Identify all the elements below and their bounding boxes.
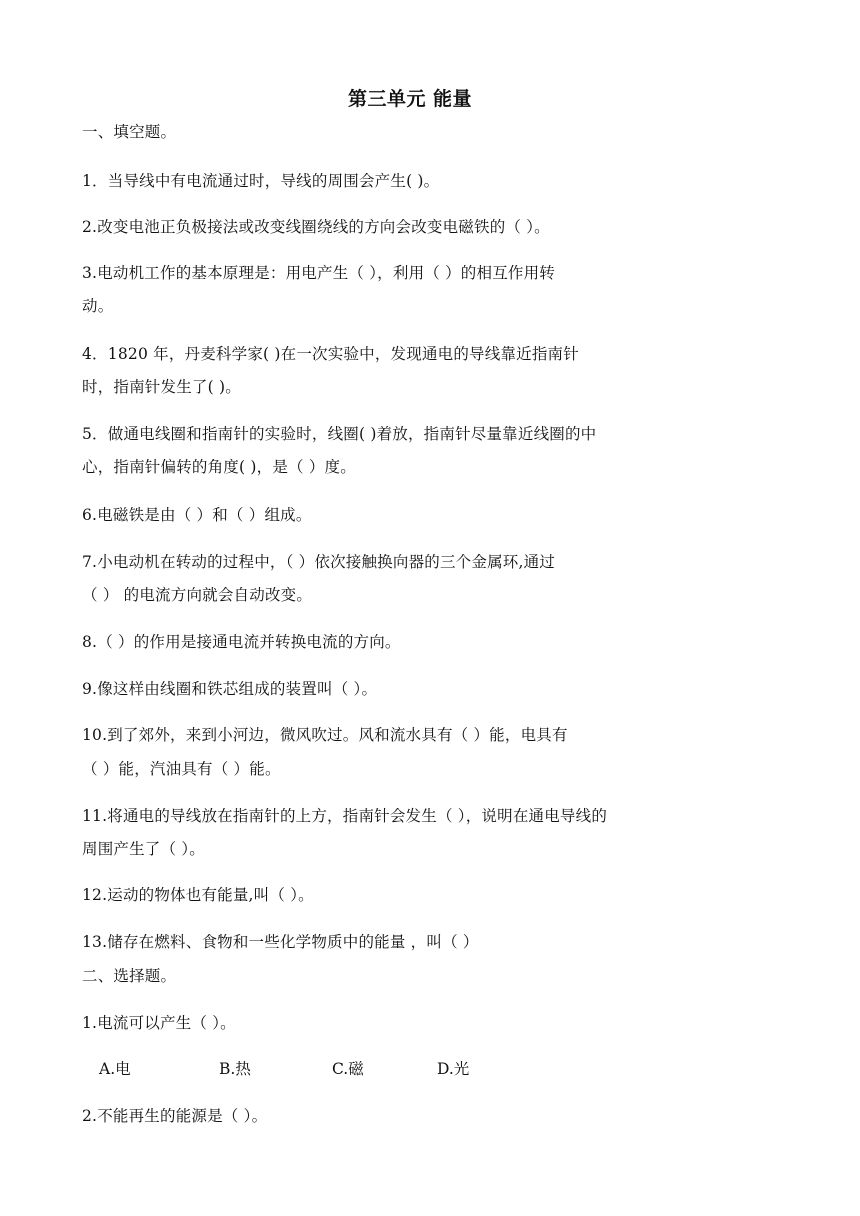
choice-option-c: C.磁 (332, 1060, 364, 1078)
choice-option-b: B.热 (219, 1060, 251, 1078)
question-line: 8.（ ）的作用是接通电流并转换电流的方向。 (82, 633, 401, 651)
choice-question: 2.不能再生的能源是（ ）。 (82, 1107, 268, 1125)
question-line: 9.像这样由线圈和铁芯组成的装置叫（ ）。 (82, 680, 378, 698)
question-line: 3.电动机工作的基本原理是：用电产生（ ），利用（ ）的相互作用转 (82, 264, 555, 282)
question-line: 1．当导线中有电流通过时，导线的周围会产生( )。 (82, 172, 440, 190)
question-line: 2.改变电池正负极接法或改变线圈绕线的方向会改变电磁铁的（ ）。 (82, 218, 550, 236)
question-line: 7.小电动机在转动的过程中，（ ）依次接触换向器的三个金属环,通过 (82, 553, 555, 571)
question-line: 5．做通电线圈和指南针的实验时，线圈( )着放，指南针尽量靠近线圈的中 (82, 425, 597, 443)
question-line: （ ） 的电流方向就会自动改变。 (82, 586, 313, 604)
section-heading-fill-blank: 一、填空题。 (82, 123, 177, 141)
question-line: 动。 (82, 297, 114, 315)
section-heading-choice: 二、选择题。 (82, 967, 177, 985)
question-line: （ ）能，汽油具有（ ）能。 (82, 760, 281, 778)
question-line: 10.到了郊外，来到小河边，微风吹过。风和流水具有（ ）能，电具有 (82, 726, 568, 744)
question-line: 4．1820 年，丹麦科学家( )在一次实验中，发现通电的导线靠近指南针 (82, 345, 579, 363)
question-line: 11.将通电的导线放在指南针的上方，指南针会发生（ ），说明在通电导线的 (82, 807, 608, 825)
question-line: 时，指南针发生了( )。 (82, 378, 241, 396)
question-line: 12.运动的物体也有能量,叫（ ）。 (82, 886, 314, 904)
question-line: 周围产生了（ ）。 (82, 840, 205, 858)
choice-question: 1.电流可以产生（ ）。 (82, 1014, 236, 1032)
choice-option-d: D.光 (437, 1060, 470, 1078)
question-line: 6.电磁铁是由（ ）和（ ）组成。 (82, 506, 312, 524)
choice-option-a: A.电 (99, 1060, 131, 1078)
question-line: 13.储存在燃料、食物和一些化学物质中的能量 ，叫（ ） (82, 933, 479, 951)
page-title: 第三单元 能量 (347, 88, 473, 110)
question-line: 心，指南针偏转的角度( )，是（ ）度。 (82, 458, 356, 476)
